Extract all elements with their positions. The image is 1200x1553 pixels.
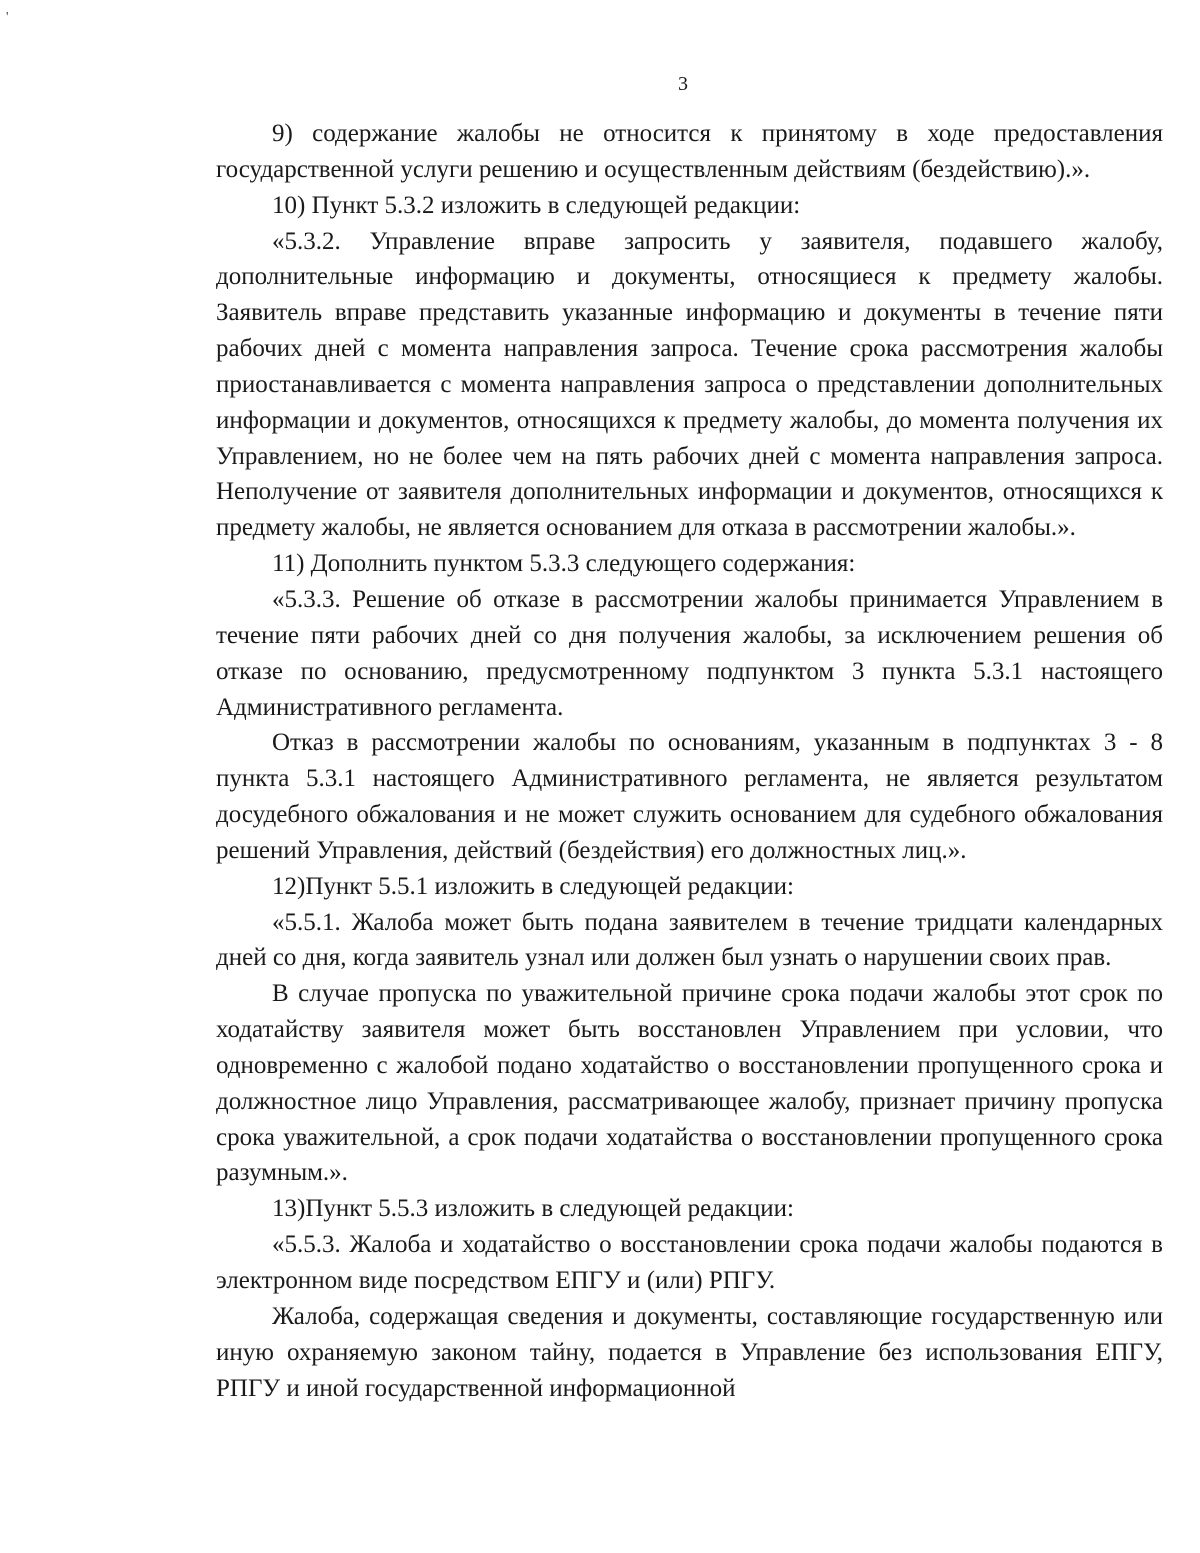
paragraph-5-5-3: «5.5.3. Жалоба и ходатайство о восстановлении срока подачи жалобы подаются в электронном виде посредством ЕПГУ и (или) РПГУ. xyxy=(216,1231,1163,1294)
paragraph-item-9: 9) содержание жалобы не относится к принятому в ходе предоставления государственной услуги решению и осуществленным действиям (бездействию).». xyxy=(216,120,1163,183)
page-number: 3 xyxy=(678,73,688,95)
paragraph-secret-info: Жалоба, содержащая сведения и документы, составляющие государственную или иную охраняемую законом тайну, подается в Управление без использования ЕПГУ, РПГУ и иной государственной информационной xyxy=(216,1302,1163,1402)
paragraph-5-3-2: «5.3.2. Управление вправе запросить у заявителя, подавшего жалобу, дополнительные информацию и документы, относящиеся к предмету жалобы. Заявитель вправе представить указанные информацию и документы в течение пяти рабочих дней с момента направления запроса. Течение срока рассмотрения жалобы приостанавливается с момента направления запроса о представлении дополнительных информации и документов, относящихся к предмету жалобы, до момента получения их Управлением, но не более чем на пять рабочих дней с момента направления запроса. Неполучение от заявителя дополнительных информации и документов, относящихся к предмету жалобы, не является основанием для отказа в рассмотрении жалобы.». xyxy=(216,227,1163,542)
paragraph-5-5-1: «5.5.1. Жалоба может быть подана заявителем в течение тридцати календарных дней со дня, когда заявитель узнал или должен был узнать о нарушении своих прав. xyxy=(216,908,1163,972)
paragraph-point-11-heading: 11) Дополнить пунктом 5.3.3 следующего содержания: xyxy=(272,550,856,578)
paragraph-missed-deadline: В случае пропуска по уважительной причине срока подачи жалобы этот срок по ходатайству заявителя может быть восстановлен Управлением при условии, что одновременно с жалобой подано ходатайство о восстановлении пропущенного срока и должностное лицо Управления, рассматривающее жалобу, признает причину пропуска срока уважительной, а срок подачи ходатайства о восстановлении пропущенного срока разумным.». xyxy=(216,980,1163,1187)
paragraph-5-3-3: «5.3.3. Решение об отказе в рассмотрении жалобы принимается Управлением в течение пяти рабочих дней со дня получения жалобы, за исключением решения об отказе по основанию, предусмотренному подпунктом 3 пункта 5.3.1 настоящего Административного регламента. xyxy=(216,585,1163,721)
paragraph-point-13-heading: 13)Пункт 5.5.3 изложить в следующей редакции: xyxy=(272,1195,794,1223)
paragraph-point-10-heading: 10) Пункт 5.3.2 изложить в следующей редакции: xyxy=(272,191,801,219)
document-body xyxy=(216,116,1163,1406)
paragraph-point-12-heading: 12)Пункт 5.5.1 изложить в следующей редакции: xyxy=(272,872,794,900)
scan-corner-mark: ' xyxy=(6,10,9,25)
paragraph-refusal-grounds: Отказ в рассмотрении жалобы по основаниям, указанным в подпунктах 3 - 8 пункта 5.3.1 настоящего Административного регламента, не является результатом досудебного обжалования и не может служить основанием для судебного обжалования решений Управления, действий (бездействия) его должностных лиц.». xyxy=(216,729,1163,864)
